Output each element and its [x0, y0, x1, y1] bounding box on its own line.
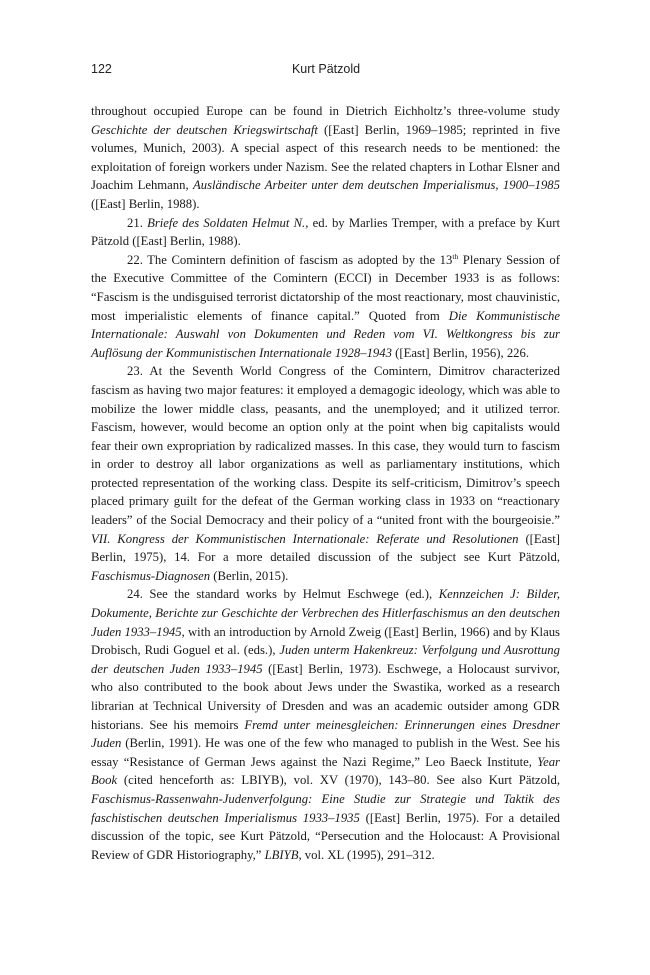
- note-text: ([East] Berlin, 1988).: [91, 196, 200, 211]
- running-head: [91, 62, 561, 80]
- italic-title: Die Kommunistische Internationale: Auswahl von Dokumenten und Reden vom VI. Weltkongress bis zur Auflösung der Kommunistischen Internationale 1928–1943: [91, 308, 560, 360]
- note-text: Plenary Session of the Executive Committee of the Comintern (ECCI) in December 1933 is as follows: “Fascism is the undisguised terrorist dictatorship of the most reactionary, most chauvinistic, most imperialistic elements of finance capital.” Quoted from: [91, 252, 560, 323]
- italic-title: Year Book: [91, 754, 560, 788]
- italic-title: Juden unterm Hakenkreuz: Verfolgung und Ausrottung der deutschen Juden 1933–1945: [91, 643, 560, 676]
- endnote-21: [91, 214, 560, 251]
- italic-title: Fremd unter meinesgleichen: Erinnerungen eines Dresdner Juden: [91, 717, 560, 751]
- note-text: (Berlin, 2015).: [210, 568, 289, 583]
- note-text: (Berlin, 1991). He was one of the few who managed to publish in the West. See his essay “Resistance of German Jews against the Nazi Regime,” Leo Baeck Institute,: [91, 736, 560, 769]
- note-text: ([East] Berlin, 1973). Eschwege, a Holocaust survivor, who also contributed to the book about Jews under the Swastika, worked as a research librarian at Technical University of Dresden and was an academic outsider among GDR historians. See his memoirs: [91, 661, 560, 732]
- note-text: , vol. XL (1995), 291–312.: [298, 847, 435, 862]
- note-text: 23. At the Seventh World Congress of the Comintern, Dimitrov characterized fascism as having two major features: it employed a demagogic ideology, which was able to mobilize the lower middle class, peasants, and the unemployed; and it utilized terror. Fascism, however, would become an option only at the point when big capitalists would fear their own expropriation by radicalized masses. In this case, they would turn to fascism in order to destroy all labor organizations as well as parliamentary institutions, which protected representation of the working class. Despite its self-criticism, Dimitrov’s speech placed primary guilt for the defeat of the German working class in 1933 on “reactionary leaders” of the Social Democracy and their policy of a “united front with the bourgeoisie.”: [91, 364, 560, 528]
- italic-title: Briefe des Soldaten Helmut N.: [147, 215, 306, 230]
- note-text: 22. The Comintern definition of fascism as adopted by the 13: [127, 252, 453, 267]
- superscript: th: [452, 251, 459, 261]
- page-number: 122: [91, 62, 112, 76]
- endnote-23: [91, 362, 560, 585]
- italic-title: Geschichte der deutschen Kriegswirtschaft: [91, 122, 318, 137]
- endnotes-text: [91, 102, 560, 864]
- running-head-author: Kurt Pätzold: [291, 62, 361, 76]
- endnote-24: [91, 585, 560, 864]
- note-continuation: [91, 102, 560, 214]
- note-text: 21.: [127, 215, 148, 230]
- note-text: (cited henceforth as: LBIYB), vol. XV (1970), 143–80. See also Kurt Pätzold,: [117, 773, 560, 788]
- italic-title: Ausländische Arbeiter unter dem deutschen Imperialismus, 1900–1985: [192, 178, 560, 193]
- note-text: ([East] Berlin, 1969–1985; reprinted in five volumes, Munich, 2003). A special aspect of this research needs to be mentioned: the exploitation of foreign workers under Nazism. See the related chapters in Lothar Elsner and Joachim Lehmann,: [91, 122, 560, 193]
- note-text: ([East] Berlin, 1975). For a detailed discussion of the topic, see Kurt Pätzold, “Persecution and the Holocaust: A Provisional Review of GDR Historiography,”: [91, 810, 560, 862]
- italic-title: Faschismus-Rassenwahn-Judenverfolgung: Eine Studie zur Strategie und Taktik des faschistischen deutschen Imperialismus 1933–1935: [91, 791, 560, 825]
- endnote-22: [91, 251, 560, 363]
- note-text: , ed. by Marlies Tremper, with a preface by Kurt Pätzold ([East] Berlin, 1988).: [91, 215, 560, 249]
- note-text: 24. See the standard works by Helmut Eschwege (ed.),: [127, 587, 439, 602]
- note-text: ([East] Berlin, 1975), 14. For a more detailed discussion of the subject see Kurt Pätzold,: [91, 531, 560, 565]
- italic-title: Faschismus-Diagnosen: [91, 568, 211, 583]
- italic-title: LBIYB: [264, 847, 299, 862]
- note-text: throughout occupied Europe can be found in Dietrich Eichholtz’s three-volume study: [91, 104, 560, 118]
- italic-title: Kennzeichen J: Bilder, Dokumente, Berichte zur Geschichte der Verbrechen des Hitlerfaschismus an den deutschen Juden 1933–1945: [91, 587, 560, 639]
- note-text: ([East] Berlin, 1956), 226.: [391, 345, 530, 360]
- note-text: , with an introduction by Arnold Zweig ([East] Berlin, 1966) and by Klaus Drobisch, Rudi Goguel et al. (eds.),: [91, 624, 560, 658]
- italic-title: VII. Kongress der Kommunistischen Internationale: Referate und Resolutionen: [91, 531, 519, 546]
